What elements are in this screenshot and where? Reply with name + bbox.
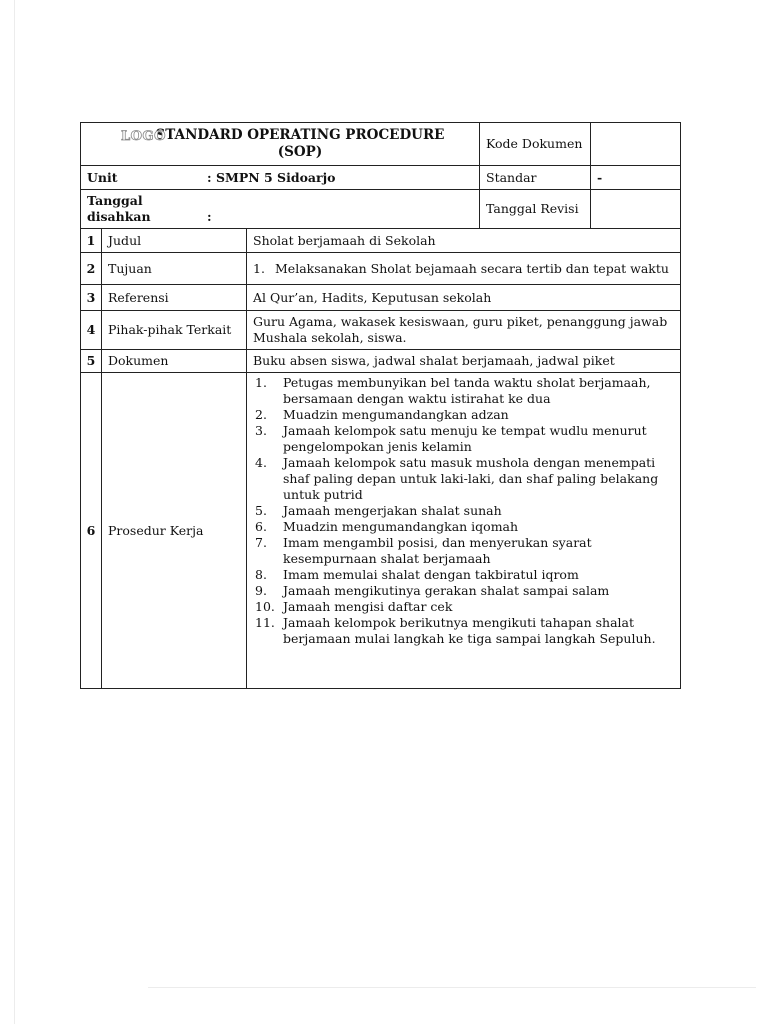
step-number: 6. xyxy=(255,519,267,534)
step-number: 11. xyxy=(255,615,275,630)
step-number: 9. xyxy=(255,583,267,598)
title-cell xyxy=(81,123,480,166)
standar-value: - xyxy=(591,166,681,190)
step-text: Muadzin mengumandangkan iqomah xyxy=(283,519,519,534)
row-label: Judul xyxy=(102,229,247,253)
prosedur-cell xyxy=(247,373,681,689)
row-label: Tujuan xyxy=(102,253,247,285)
step-number: 7. xyxy=(255,535,267,550)
row-number: 6 xyxy=(81,373,102,689)
table-row xyxy=(81,253,681,285)
prosedur-step xyxy=(253,535,674,567)
step-number: 8. xyxy=(255,567,267,582)
step-text: Jamaah kelompok satu masuk mushola dengan menempati shaf paling depan untuk laki-laki, dan shaf paling belakang untuk putrid xyxy=(283,455,659,502)
prosedur-step xyxy=(253,503,674,519)
title-line-1: STANDARD OPERATING PROCEDURE xyxy=(155,127,445,143)
prosedur-step xyxy=(253,567,674,583)
step-number: 2. xyxy=(255,407,267,422)
step-text: Imam mengambil posisi, dan menyerukan syarat kesempurnaan shalat berjamaah xyxy=(283,535,592,566)
prosedur-step xyxy=(253,519,674,535)
tujuan-item-number: 1. xyxy=(253,260,265,276)
tanggal-label: Tanggal disahkan xyxy=(87,193,151,224)
table-row xyxy=(81,285,681,311)
row-label: Prosedur Kerja xyxy=(102,373,247,689)
sop-table xyxy=(80,122,681,689)
prosedur-list xyxy=(253,375,674,647)
kode-dokumen-label: Kode Dokumen xyxy=(480,123,591,166)
step-text: Jamaah mengerjakan shalat sunah xyxy=(283,503,502,518)
step-text: Imam memulai shalat dengan takbiratul iqrom xyxy=(283,567,579,582)
row-number: 5 xyxy=(81,350,102,373)
prosedur-step xyxy=(253,375,674,407)
logo: LOGO xyxy=(121,129,166,144)
unit-cell xyxy=(81,166,480,190)
row-label: Pihak-pihak Terkait xyxy=(102,311,247,350)
unit-row xyxy=(81,166,681,190)
table-row xyxy=(81,373,681,689)
prosedur-step xyxy=(253,599,674,615)
row-number: 4 xyxy=(81,311,102,350)
step-text: Jamaah kelompok satu menuju ke tempat wudlu menurut pengelompokan jenis kelamin xyxy=(283,423,647,454)
step-text: Muadzin mengumandangkan adzan xyxy=(283,407,509,422)
tanggal-revisi-label: Tanggal Revisi xyxy=(480,190,591,229)
table-row xyxy=(81,229,681,253)
step-number: 5. xyxy=(255,503,267,518)
tanggal-value: : xyxy=(207,209,212,224)
step-number: 4. xyxy=(255,455,267,470)
row-number: 3 xyxy=(81,285,102,311)
tanggal-revisi-value xyxy=(591,190,681,229)
row-number: 1 xyxy=(81,229,102,253)
step-text: Jamaah mengikutinya gerakan shalat sampai salam xyxy=(283,583,610,598)
prosedur-step xyxy=(253,423,674,455)
prosedur-step xyxy=(253,583,674,599)
step-number: 1. xyxy=(255,375,267,390)
row-label: Referensi xyxy=(102,285,247,311)
tanggal-row xyxy=(81,190,681,229)
page-bottom-edge xyxy=(148,987,756,988)
unit-value: : SMPN 5 Sidoarjo xyxy=(207,169,336,185)
prosedur-step xyxy=(253,455,674,503)
row-value: Guru Agama, wakasek kesiswaan, guru piket, penanggung jawab Mushala sekolah, siswa. xyxy=(247,311,681,350)
row-value xyxy=(247,253,681,285)
unit-label: Unit xyxy=(87,169,118,185)
row-number: 2 xyxy=(81,253,102,285)
row-value: Buku absen siswa, jadwal shalat berjamaah, jadwal piket xyxy=(247,350,681,373)
table-row xyxy=(81,311,681,350)
tujuan-item-text: Melaksanakan Sholat bejamaah secara tertib dan tepat waktu xyxy=(275,260,669,276)
row-value: Sholat berjamaah di Sekolah xyxy=(247,229,681,253)
row-value: Al Qur’an, Hadits, Keputusan sekolah xyxy=(247,285,681,311)
step-number: 10. xyxy=(255,599,275,614)
page-left-edge xyxy=(14,0,15,1024)
title-line-2: (SOP) xyxy=(277,143,323,160)
prosedur-step xyxy=(253,615,674,647)
sop-header-row xyxy=(81,123,681,166)
tanggal-cell xyxy=(81,190,480,229)
kode-dokumen-value xyxy=(591,123,681,166)
table-row xyxy=(81,350,681,373)
row-label: Dokumen xyxy=(102,350,247,373)
prosedur-step xyxy=(253,407,674,423)
standar-label: Standar xyxy=(480,166,591,190)
step-number: 3. xyxy=(255,423,267,438)
step-text: Jamaah mengisi daftar cek xyxy=(283,599,453,614)
step-text: Petugas membunyikan bel tanda waktu sholat berjamaah, bersamaan dengan waktu istirahat ke dua xyxy=(283,375,651,406)
step-text: Jamaah kelompok berikutnya mengikuti tahapan shalat berjamaan mulai langkah ke tiga sampai langkah Sepuluh. xyxy=(283,615,656,646)
